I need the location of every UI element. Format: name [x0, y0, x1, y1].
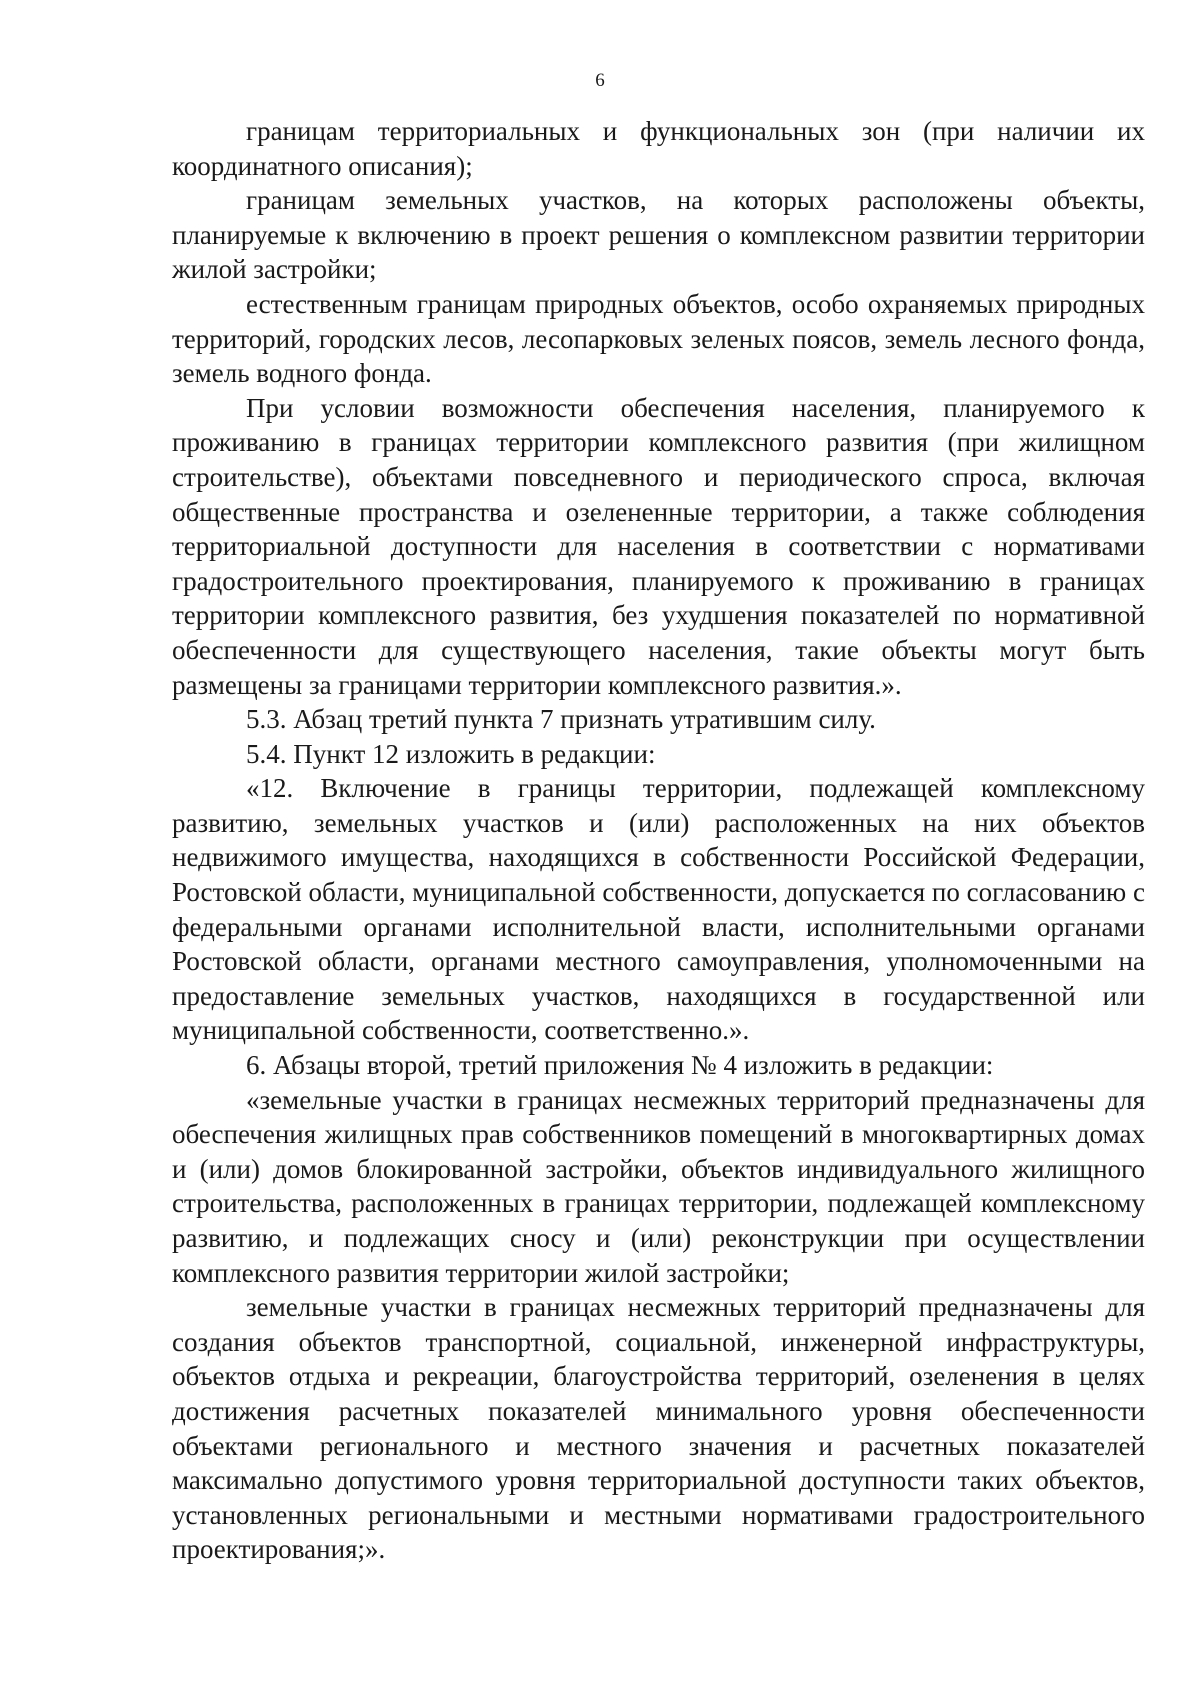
paragraph-natural-boundaries: естественным границам природных объектов, особо охраняемых природных территорий, городских лесов, лесопарковых зеленых поясов, земель лесного фонда, земель водного фонда. [172, 288, 1145, 389]
paragraph-infrastructure: земельные участки в границах несмежных территорий предназначены для создания объектов транспортной, социальной, инженерной инфраструктуры, объектов отдыха и рекреации, благоустройства территорий, озеленения в целях достижения расчетных показателей минимального уровня обеспеченности объектами регионального и местного значения и расчетных показателей максимально допустимого уровня территориальной доступности таких объектов, установленных региональными и местными нормативами градостроительного проектирования;». [172, 1292, 1145, 1565]
paragraph-territorial-zones: границам территориальных и функциональных зон (при наличии их координатного описания); [172, 116, 1145, 181]
document-body [172, 114, 1145, 1567]
paragraph-5-4: 5.4. Пункт 12 изложить в редакции: [246, 738, 656, 769]
paragraph-6: 6. Абзацы второй, третий приложения № 4 изложить в редакции: [246, 1050, 994, 1081]
paragraph-population-provision: При условии возможности обеспечения населения, планируемого к проживанию в границах территории комплексного развития (при жилищном строительстве), объектами повседневного и периодического спроса, включая общественные пространства и озелененные территории, а также соблюдения территориальной доступности для населения в соответствии с нормативами градостроительного проектирования, планируемого к проживанию в границах территории комплексного развития, без ухудшения показателей по нормативной обеспеченности для существующего населения, такие объекты могут быть размещены за границами территории комплексного развития.». [172, 392, 1145, 700]
paragraph-5-3: 5.3. Абзац третий пункта 7 признать утратившим силу. [246, 704, 876, 735]
paragraph-housing-rights: «земельные участки в границах несмежных территорий предназначены для обеспечения жилищных прав собственников помещений в многоквартирных домах и (или) домов блокированной застройки, объектов индивидуального жилищного строительства, расположенных в границах территории, подлежащей комплексному развитию, и подлежащих сносу и (или) реконструкции при осуществлении комплексного развития территории жилой застройки; [172, 1084, 1145, 1288]
paragraph-land-plots: границам земельных участков, на которых расположены объекты, планируемые к включению в проект решения о комплексном развитии территории жилой застройки; [172, 185, 1145, 285]
paragraph-item-12: «12. Включение в границы территории, подлежащей комплексному развитию, земельных участков и (или) расположенных на них объектов недвижимого имущества, находящихся в собственности Российской Федерации, Ростовской области, муниципальной собственности, допускается по согласованию с федеральными органами исполнительной власти, исполнительными органами Ростовской области, органами местного самоуправления, уполномоченными на предоставление земельных участков, находящихся в государственной или муниципальной собственности, соответственно.». [172, 773, 1145, 1046]
page-number: 6 [595, 70, 605, 91]
